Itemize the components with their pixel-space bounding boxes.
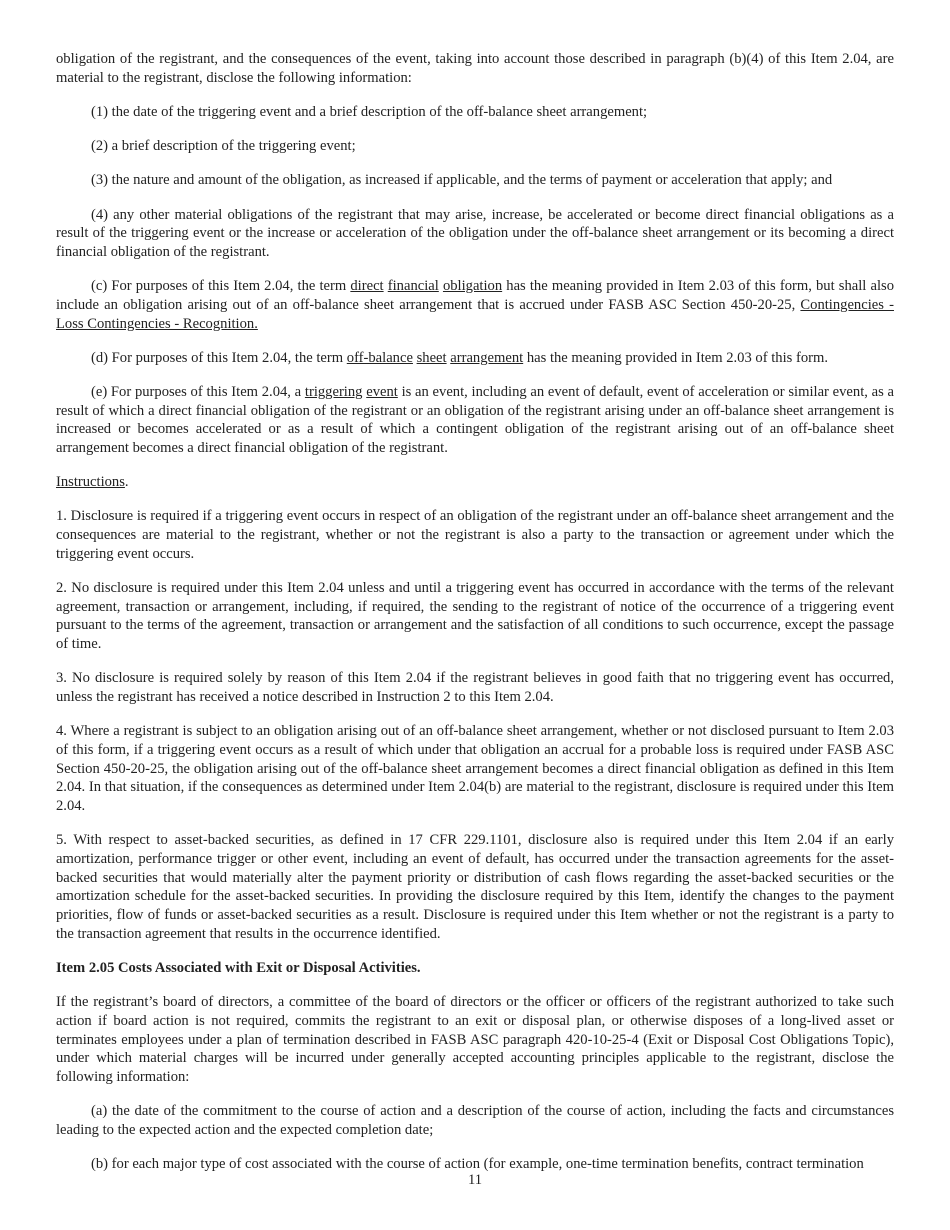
list-item-3: (3) the nature and amount of the obligation, as increased if applicable, and the terms of payment or acceleration that apply; and (91, 172, 833, 189)
item-2-05-body: If the registrant’s board of directors, a committee of the board of directors or the officer or officers of the registrant authorized to take such action if board action is not required, commits the registrant to an exit or disposal plan, or otherwise disposes of a long-lived asset or terminates employees under a plan of termination described in FASB ASC paragraph 420-10-25-4 (Exit or Disposal Cost Obligations Topic), under which material charges will be incurred under generally accepted accounting principles applicable to the registrant, disclose the following information: (56, 994, 894, 1086)
paragraph-d: (d) For purposes of this Item 2.04, the term off-balance sheet arrangement has the meaning provided in Item 2.03 of this form. (91, 349, 828, 366)
instruction-4: 4. Where a registrant is subject to an obligation arising out of an off-balance sheet arrangement, whether or not disclosed pursuant to Item 2.03 of this form, if a triggering event occurs as a result of which under that obligation an accrual for a probable loss is required under FASB ASC Section 450-20-25, the obligation arising out of the off-balance sheet arrangement becomes a direct financial obligation as defined in this Item 2.04. In that situation, if the consequences as determined under Item 2.04(b) are material to the registrant, disclosure is required under this Item 2.04. (56, 723, 894, 815)
term-financial: financial (387, 278, 439, 295)
instruction-2: 2. No disclosure is required under this Item 2.04 unless and until a triggering event has occurred in accordance with the terms of the relevant agreement, transaction or arrangement, including, if required, the sending to the registrant of notice of the occurrence of a triggering event pursuant to the terms of the agreement, transaction or arrangement and the satisfaction of all conditions to such occurrence, except the passage of time. (56, 580, 894, 653)
list-item-1: (1) the date of the triggering event and a brief description of the off-balance sheet arrangement; (91, 103, 648, 120)
term-direct: direct (350, 278, 384, 295)
list-item-4: (4) any other material obligations of the registrant that may arise, increase, be accelerated or become direct financial obligations as a result of the triggering event or the increase or acceleration of the obligation under the off-balance sheet arrangement or its becoming a direct financial obligation of the registrant. (56, 206, 894, 260)
term-event: event (366, 383, 398, 400)
reference-contingencies: Contingencies - Loss Contingencies - Recognition. (56, 296, 894, 332)
list-item-2: (2) a brief description of the triggering event; (91, 138, 356, 155)
term-off-balance: off-balance (346, 349, 413, 366)
item-2-05-heading: Item 2.05 Costs Associated with Exit or Disposal Activities. (56, 960, 421, 977)
document-page (56, 50, 894, 1174)
instruction-5: 5. With respect to asset-backed securities, as defined in 17 CFR 229.1101, disclosure also is required under this Item 2.04 if an early amortization, performance trigger or other event, including an event of default, has occurred under the transaction agreements for the asset-backed securities that would materially alter the payment priority or distribution of cash flows regarding the asset-backed securities or the amortization schedule for the asset-backed securities. In providing the disclosure required by this Item, identify the changes to the payment priorities, flow of funds or asset-backed securities as a result. Disclosure is required under this Item whether or not the registrant is a party to the transaction agreement that results in the occurrence identified. (56, 832, 894, 942)
item-2-05-list-b: (b) for each major type of cost associated with the course of action (for example, one-time termination benefits, contract termination (91, 1156, 864, 1173)
page-number: 11 (467, 1172, 483, 1188)
intro-paragraph: obligation of the registrant, and the consequences of the event, taking into account those described in paragraph (b)(4) of this Item 2.04, are material to the registrant, disclose the following information: (56, 51, 894, 86)
instruction-3: 3. No disclosure is required solely by reason of this Item 2.04 if the registrant believes in good faith that no triggering event has occurred, unless the registrant has received a notice described in Instruction 2 to this Item 2.04. (56, 670, 894, 706)
term-sheet: sheet (416, 349, 447, 366)
paragraph-c: (c) For purposes of this Item 2.04, the term direct financial obligation has the meaning provided in Item 2.03 of this form, but shall also include an obligation arising out of an off-balance sheet arrangement that is accrued under FASB ASC Section 450-20-25, Contingencies - Loss Contingencies - Recognition. (56, 278, 894, 332)
term-obligation: obligation (442, 278, 503, 295)
term-arrangement: arrangement (450, 349, 524, 366)
instruction-1: 1. Disclosure is required if a triggering event occurs in respect of an obligation of the registrant under an off-balance sheet arrangement and the consequences are material to the registrant, whether or not the registrant is also a party to the transaction or agreement under which the triggering event occurs. (56, 508, 894, 562)
item-2-05-list-a: (a) the date of the commitment to the course of action and a description of the course of action, including the facts and circumstances leading to the expected action and the expected completion date; (56, 1103, 894, 1138)
paragraph-e: (e) For purposes of this Item 2.04, a triggering event is an event, including an event of default, event of acceleration or similar event, as a result of which a direct financial obligation of the registrant or an obligation of the registrant arising under an off-balance sheet arrangement is increased or becomes accelerated or as a result of which a contingent obligation of the registrant arising out of an off-balance sheet arrangement becomes a direct financial obligation of the registrant. (56, 383, 895, 457)
term-triggering: triggering (304, 383, 363, 400)
instructions-heading: Instructions. (56, 474, 129, 491)
